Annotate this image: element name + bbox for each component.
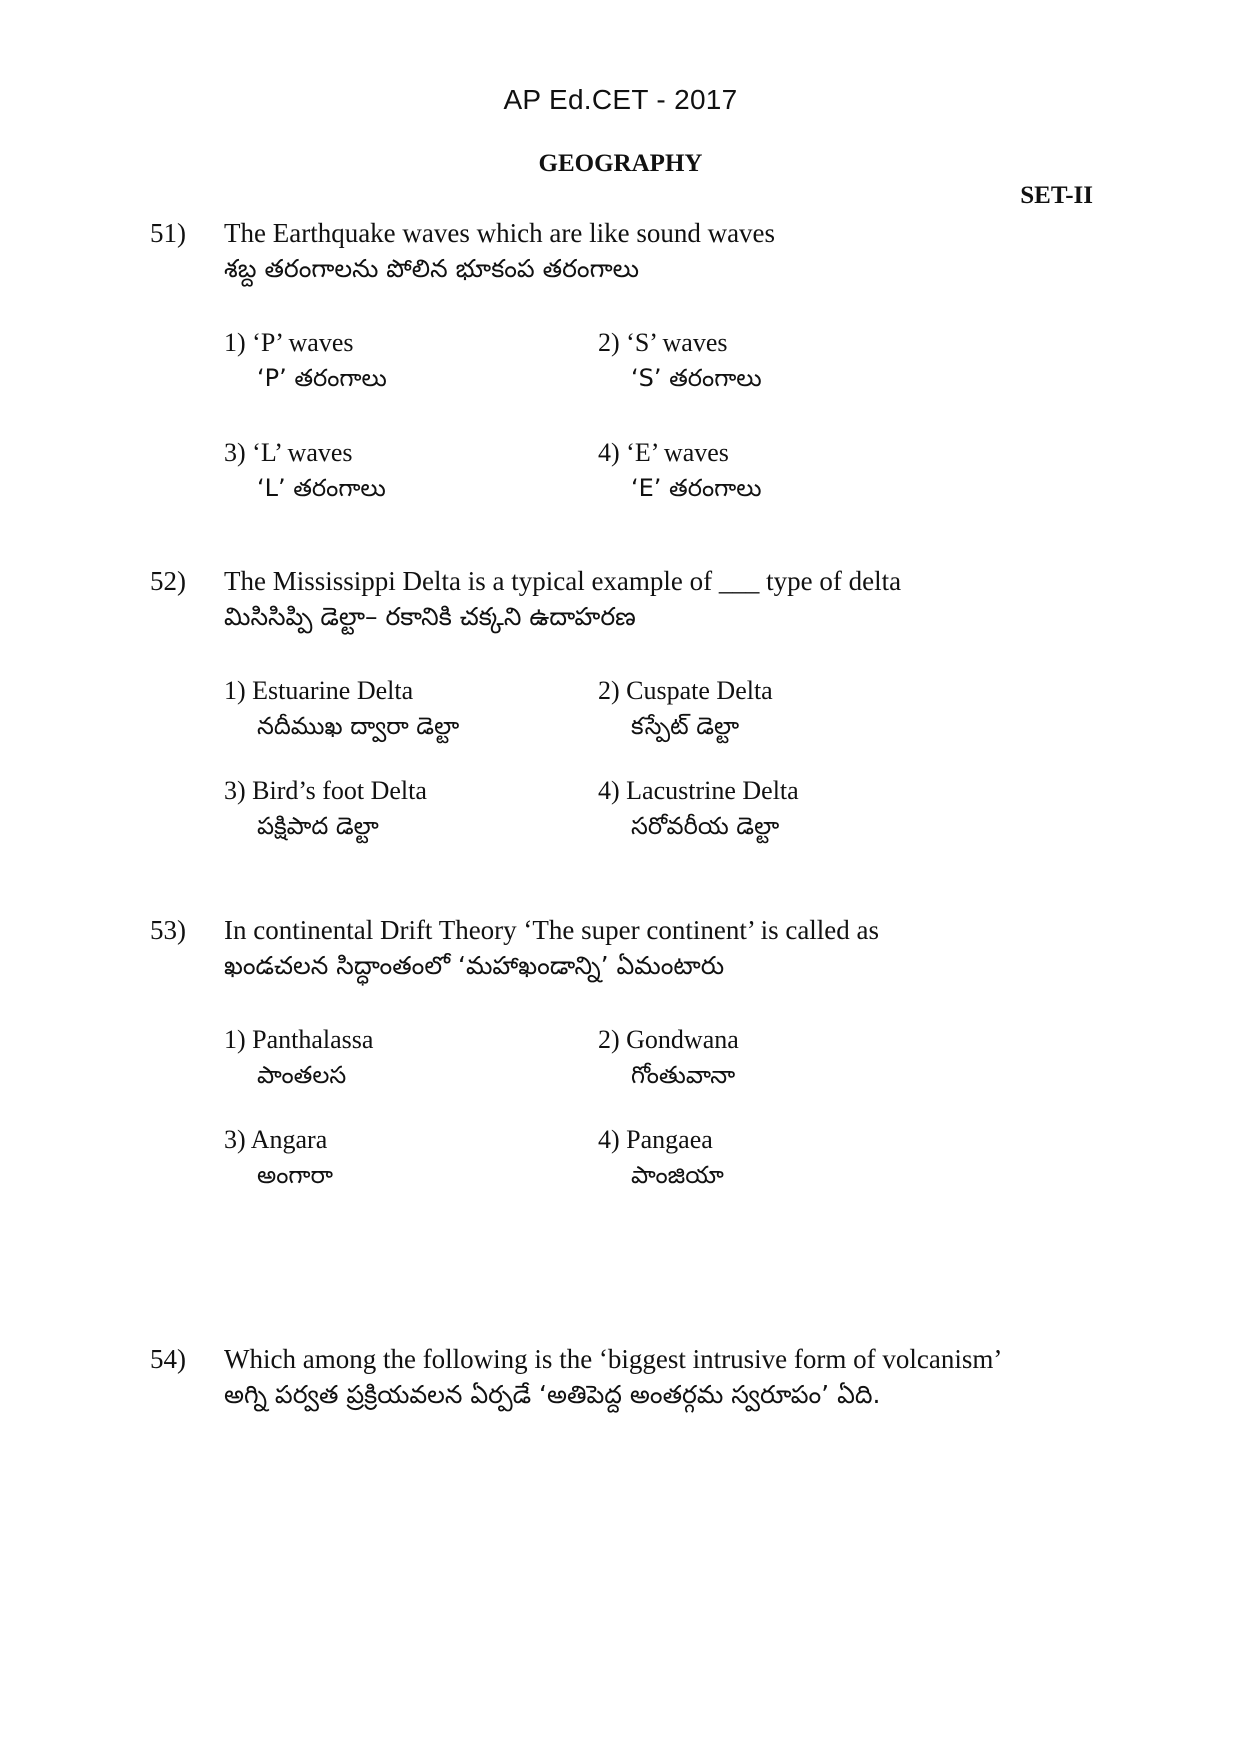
option-label-te: గోంతువానా: [631, 1061, 736, 1089]
exam-title: AP Ed.CET - 2017: [503, 84, 738, 115]
subject-heading: GEOGRAPHY: [538, 150, 703, 177]
question-number: 54): [150, 1344, 186, 1374]
option-2: [598, 328, 762, 398]
question-text-te: ఖండచలన సిద్ధాంతంలో ‘మహాఖండాన్ని’ ఏమంటారు: [224, 951, 725, 980]
option-label: 3) Angara: [224, 1125, 328, 1154]
option-label-te: కస్పేట్ డెల్టా: [631, 712, 740, 740]
question-number: 52): [150, 566, 186, 596]
option-label-te: పాంతలస: [257, 1061, 347, 1089]
question-text-te: మిసిసిప్పి డెల్టా– రకానికి చక్కని ఉదాహరణ: [224, 602, 636, 631]
option-3: [224, 438, 386, 508]
option-label-te: ‘E’ తరంగాలు: [631, 474, 762, 502]
option-label-te: ‘S’ తరంగాలు: [631, 364, 762, 392]
question-number: 53): [150, 915, 186, 945]
option-1: [224, 1025, 373, 1095]
option-label-te: ‘P’ తరంగాలు: [257, 364, 387, 392]
option-4: [598, 1125, 724, 1195]
option-label-te: పాంజియా: [631, 1161, 724, 1189]
option-label: 4) ‘E’ waves: [598, 438, 729, 467]
question-text-en: Which among the following is the ‘biggest intrusive form of volcanism’: [224, 1344, 1003, 1374]
option-label: 4) Pangaea: [598, 1125, 713, 1154]
option-label: 3) ‘L’ waves: [224, 438, 353, 467]
option-2: [598, 1025, 739, 1095]
question-number: 51): [150, 218, 186, 248]
option-label-te: అంగారా: [257, 1161, 333, 1189]
option-label-te: సరోవరీయ డెల్టా: [631, 812, 780, 840]
question-text-en: In continental Drift Theory ‘The super continent’ is called as: [224, 915, 880, 945]
option-3: [224, 776, 427, 846]
option-label: 2) Gondwana: [598, 1025, 739, 1054]
option-1: [224, 328, 387, 398]
set-label: SET-II: [1020, 182, 1093, 209]
question-text-en: The Mississippi Delta is a typical example of ___ type of delta: [224, 566, 902, 596]
question-text-en: The Earthquake waves which are like sound waves: [224, 218, 776, 248]
option-2: [598, 676, 773, 746]
option-4: [598, 438, 762, 508]
option-label: 3) Bird’s foot Delta: [224, 776, 427, 805]
option-label: 1) Panthalassa: [224, 1025, 374, 1054]
option-label-te: పక్షిపాద డెల్టా: [257, 812, 379, 840]
option-label-te: ‘L’ తరంగాలు: [257, 474, 386, 502]
option-label: 2) ‘S’ waves: [598, 328, 728, 357]
option-label: 4) Lacustrine Delta: [598, 776, 799, 805]
option-label: 1) Estuarine Delta: [224, 676, 414, 705]
option-label-te: నదీముఖ ద్వారా డెల్టా: [257, 712, 460, 740]
option-label: 1) ‘P’ waves: [224, 328, 354, 357]
option-4: [598, 776, 799, 846]
option-label: 2) Cuspate Delta: [598, 676, 773, 705]
option-3: [224, 1125, 333, 1195]
option-1: [224, 676, 459, 746]
question-text-te: అగ్ని పర్వత ప్రక్రియవలన ఏర్పడే ‘అతిపెద్ద అంతర్గమ స్వరూపం’ ఏది.: [224, 1380, 881, 1409]
question-text-te: శబ్ద తరంగాలను పోలిన భూకంప తరంగాలు: [224, 254, 639, 283]
